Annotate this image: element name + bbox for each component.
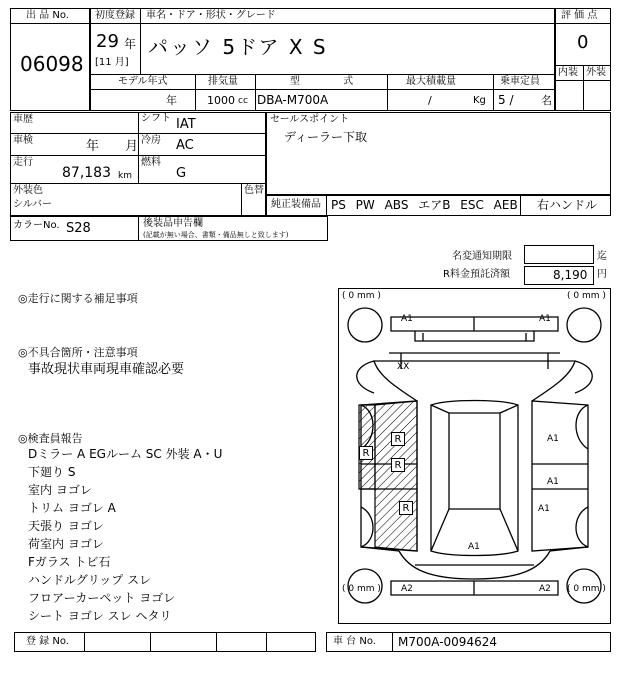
model-year-value: 年: [166, 94, 177, 107]
max-load-label: 最大積載量: [406, 76, 456, 87]
report-line: 下廻り S: [28, 465, 76, 479]
inspection-value: 年 月: [86, 139, 139, 154]
rear-bumper-right-grade: A2: [539, 584, 551, 594]
report-line: 荷室内 ヨゴレ: [28, 537, 104, 551]
exterior-color-value: シルバー: [13, 199, 53, 210]
displacement-unit: cc: [238, 96, 248, 106]
fuel-value: G: [176, 166, 187, 181]
equipment-label: 純正装備品: [271, 199, 321, 210]
displacement-value: 1000: [207, 94, 235, 107]
car-outline: [339, 289, 610, 623]
max-load-value: /: [428, 94, 432, 107]
tire-rear-right-depth: ( 0 mm ): [567, 584, 606, 594]
exterior-color-label: 外装色: [13, 185, 43, 196]
color-change-label: 色替: [244, 185, 264, 196]
report-line: 天張り ヨゴレ: [28, 519, 104, 533]
score-value: 0: [577, 32, 589, 53]
tire-rear-left-depth: ( 0 mm ): [342, 584, 381, 594]
history-label: 車歴: [13, 114, 33, 125]
chassis-number-value: M700A-0094624: [398, 635, 497, 649]
repair-mark: R: [391, 458, 405, 472]
name-change-deadline-field: [524, 245, 594, 264]
report-line: Dミラー A EGルーム SC 外装 A・U: [28, 447, 223, 461]
driving-notes-label: ◎走行に関する補足事項: [18, 292, 138, 305]
aftermarket-note: (記載が無い場合、書類・備品無しと致します): [143, 231, 289, 239]
report-line: 室内 ヨゴレ: [28, 483, 92, 497]
hood-grade: XX: [397, 362, 410, 372]
recycle-fee-unit: 円: [597, 269, 607, 280]
fuel-label: 燃料: [141, 157, 161, 168]
rear-gate-grade: A1: [468, 542, 480, 552]
capacity-value: 5 /: [498, 93, 514, 107]
inspection-label: 車検: [13, 135, 33, 146]
cooler-value: AC: [176, 138, 194, 153]
model-year-label: モデル年式: [118, 76, 168, 87]
car-diagram: [338, 288, 611, 624]
car-name-label: 車名・ドア・形状・グレード: [146, 10, 276, 21]
displacement-label: 排気量: [208, 76, 238, 87]
max-load-unit: Kg: [473, 95, 486, 106]
registration-month: [11 月]: [95, 57, 129, 68]
front-bumper-right-grade: A1: [539, 314, 551, 324]
defects-label: ◎不具合箇所・注意事項: [18, 346, 138, 359]
shift-value: IAT: [176, 117, 196, 132]
color-no-label: カラーNo.: [13, 220, 60, 231]
tire-front-left: [348, 308, 382, 342]
report-line: トリム ヨゴレ A: [28, 501, 116, 515]
exterior-score-label: 外装: [586, 67, 606, 78]
cooler-label: 冷房: [141, 135, 161, 146]
report-line: シート ヨゴレ スレ ヘタリ: [28, 609, 172, 623]
mileage-unit: km: [118, 171, 132, 181]
lot-number: 06098: [20, 52, 84, 76]
car-name: パッソ 5ドア X S: [148, 35, 328, 59]
recycle-fee-value: 8,190: [553, 268, 588, 282]
shift-label: シフト: [141, 113, 171, 124]
equipment-value: PS PW ABS エアB ESC AEB: [331, 198, 518, 212]
interior-score-label: 内装: [558, 67, 578, 78]
mileage-value: 87,183: [62, 165, 111, 181]
inspector-report-label: ◎検査員報告: [18, 432, 83, 445]
sales-point-value: ディーラー下取: [284, 130, 368, 144]
repair-mark: R: [399, 501, 413, 515]
tire-front-right-depth: ( 0 mm ): [567, 291, 606, 301]
right-front-door-grade: A1: [547, 477, 559, 487]
first-registration-label: 初度登録: [95, 10, 135, 21]
registration-number-label: 登 録 No.: [26, 636, 69, 647]
defects-value: 事故現状車両現車確認必要: [28, 362, 185, 377]
report-line: Fガラス トビ石: [28, 555, 111, 569]
right-rear-door-grade: A1: [538, 504, 550, 514]
tire-front-right: [567, 308, 601, 342]
report-line: フロアーカーペット ヨゴレ: [28, 591, 176, 605]
color-no-value: S28: [66, 221, 91, 236]
model-value: DBA-M700A: [257, 93, 329, 107]
name-change-deadline-label: 名変通知期限: [452, 251, 512, 262]
capacity-unit: 名: [541, 94, 552, 107]
lot-number-label: 出 品 No.: [26, 10, 69, 21]
tire-front-left-depth: ( 0 mm ): [342, 291, 381, 301]
rear-bumper-left-grade: A2: [401, 584, 413, 594]
sales-point-label: セールスポイント: [270, 114, 350, 125]
damage-hatch: [375, 401, 417, 551]
repair-mark: R: [391, 432, 405, 446]
report-line: ハンドルグリップ スレ: [28, 573, 152, 587]
name-change-unit: 迄: [597, 251, 607, 262]
score-label: 評 価 点: [561, 10, 598, 21]
registration-year: 29: [96, 31, 119, 52]
model-label: 型 式: [290, 76, 354, 87]
front-bumper-left-grade: A1: [401, 314, 413, 324]
recycle-fee-label: R料金預託済額: [443, 269, 510, 280]
right-front-fender-grade: A1: [547, 434, 559, 444]
aftermarket-label: 後装品申告欄: [143, 218, 203, 229]
steering-value: 右ハンドル: [537, 198, 598, 212]
chassis-number-label: 車 台 No.: [333, 636, 376, 647]
capacity-label: 乗車定員: [500, 76, 540, 87]
repair-mark: R: [359, 446, 373, 460]
mileage-label: 走行: [13, 157, 33, 168]
year-unit: 年: [124, 37, 137, 51]
